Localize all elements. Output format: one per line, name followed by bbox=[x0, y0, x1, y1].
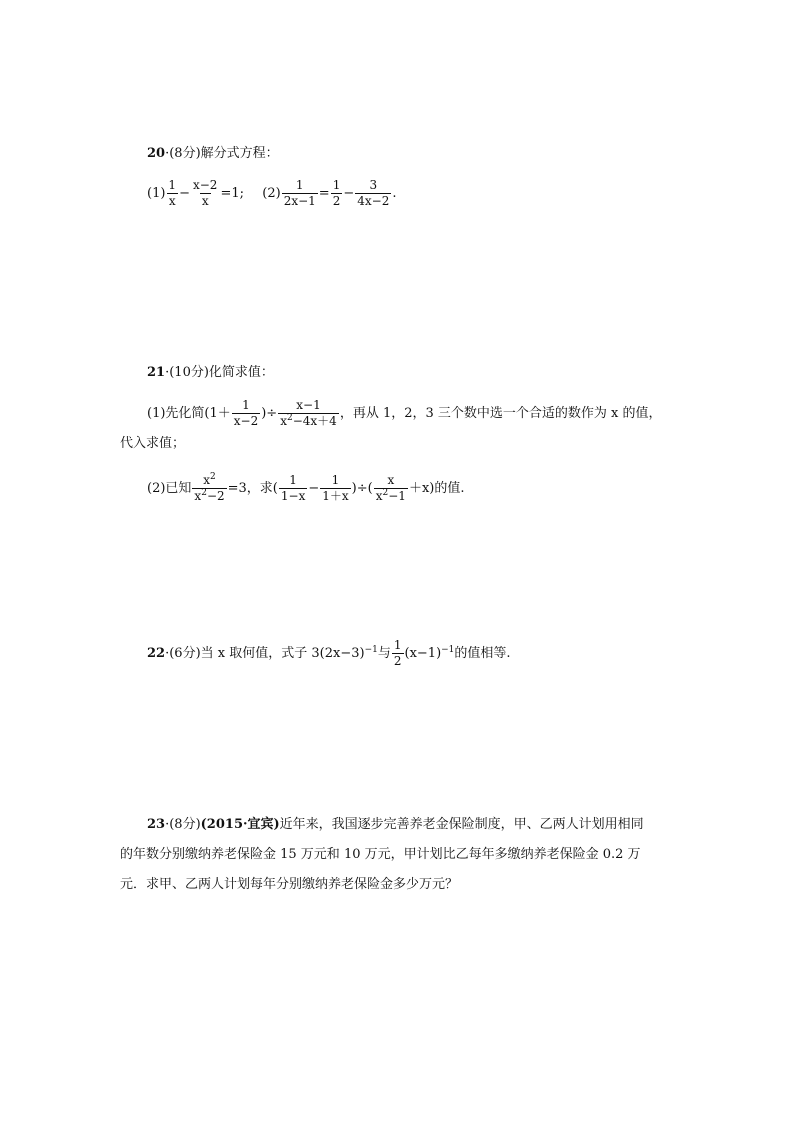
fraction bbox=[166, 178, 178, 209]
q22-text bbox=[147, 638, 511, 669]
text: 的值相等. bbox=[454, 646, 511, 661]
text: −2 bbox=[206, 489, 225, 503]
q20-part1-label: (1) bbox=[147, 186, 166, 201]
text: −1 bbox=[388, 489, 406, 503]
fraction bbox=[278, 398, 339, 429]
operator: − bbox=[308, 481, 320, 496]
denominator bbox=[278, 413, 339, 429]
text: 与 bbox=[377, 646, 391, 661]
denominator: 4x−2 bbox=[357, 194, 390, 208]
q20-number: 20 bbox=[147, 146, 166, 161]
denominator: 2 bbox=[332, 194, 341, 208]
text: (2)已知 bbox=[147, 481, 192, 496]
q21-part2 bbox=[147, 473, 464, 504]
text: ·(8分) bbox=[165, 817, 201, 832]
text: x bbox=[194, 489, 202, 503]
equation-tail: =1; bbox=[220, 186, 244, 201]
q20-heading bbox=[147, 146, 279, 162]
exponent: 2 bbox=[210, 472, 216, 482]
numerator: 3 bbox=[369, 178, 378, 192]
q22-number: 22 bbox=[147, 646, 166, 661]
numerator: x−2 bbox=[192, 178, 218, 192]
denominator: x−2 bbox=[233, 414, 259, 428]
q21-number: 21 bbox=[147, 365, 166, 380]
denominator: 2 bbox=[393, 654, 402, 668]
fraction bbox=[282, 178, 318, 209]
text: 的年数分别缴纳养老保险金 15 万元和 10 万元，甲计划比乙每年多缴纳养老保险金 0.2 万 bbox=[120, 847, 641, 862]
q23-line1 bbox=[147, 817, 644, 833]
text: (x−1) bbox=[404, 646, 442, 661]
operator: − bbox=[179, 186, 190, 201]
q21-heading bbox=[147, 365, 274, 381]
denominator: x bbox=[201, 194, 209, 208]
text: x bbox=[280, 414, 287, 428]
fraction bbox=[320, 473, 350, 504]
denominator: 2x−1 bbox=[283, 194, 316, 208]
q20-heading-text: ·(8分)解分式方程： bbox=[165, 146, 279, 161]
operator: )÷ bbox=[261, 406, 278, 421]
numerator: 1 bbox=[242, 398, 250, 412]
text: x bbox=[375, 489, 383, 503]
text: ，再从 1，2，3 三个数中选一个合适的数作为 x 的值， bbox=[339, 406, 662, 421]
text: =3，求( bbox=[227, 481, 278, 496]
fraction bbox=[374, 473, 408, 504]
numerator: 1 bbox=[168, 178, 177, 192]
text: 元．求甲、乙两人计划每年分别缴纳养老保险金多少万元？ bbox=[120, 877, 459, 892]
fraction bbox=[392, 638, 404, 669]
q21-part1 bbox=[147, 398, 662, 429]
numerator: x bbox=[387, 473, 395, 487]
exponent: −1 bbox=[441, 645, 455, 655]
fraction bbox=[232, 398, 260, 429]
source-tag: (2015·宜宾) bbox=[200, 817, 280, 832]
denominator: 1＋x bbox=[322, 489, 349, 503]
fraction bbox=[191, 178, 219, 209]
q21-heading-text: ·(10分)化简求值： bbox=[165, 365, 274, 380]
operator: )÷( bbox=[351, 481, 373, 496]
numerator: x−1 bbox=[296, 398, 321, 412]
numerator: 1 bbox=[295, 178, 304, 192]
denominator bbox=[374, 488, 408, 504]
fraction bbox=[331, 178, 343, 209]
q23-line2 bbox=[120, 847, 641, 863]
text: 近年来，我国逐步完善养老金保险制度，甲、乙两人计划用相同 bbox=[279, 817, 644, 832]
numerator: 1 bbox=[393, 638, 402, 652]
denominator: 1−x bbox=[280, 489, 306, 503]
exponent: 2 bbox=[201, 488, 207, 498]
text: 代入求值； bbox=[120, 436, 186, 451]
operator: = bbox=[318, 186, 330, 201]
q20-part2-label: (2) bbox=[262, 186, 281, 201]
text: (1)先化简(1＋ bbox=[147, 406, 231, 421]
operator: − bbox=[343, 186, 355, 201]
q23-line3 bbox=[120, 877, 458, 893]
numerator bbox=[201, 473, 218, 488]
denominator: x bbox=[168, 194, 176, 208]
fraction bbox=[355, 178, 391, 209]
q23-number: 23 bbox=[147, 817, 166, 832]
exponent: 2 bbox=[382, 488, 389, 498]
exponent: 2 bbox=[286, 413, 293, 423]
text: ＋x)的值. bbox=[408, 481, 465, 496]
q21-part1-continued bbox=[120, 436, 185, 452]
fraction bbox=[279, 473, 307, 504]
q20-equations bbox=[147, 178, 396, 209]
text: ·(6分)当 x 取何值，式子 3(2x−3) bbox=[165, 646, 365, 661]
fraction bbox=[192, 473, 226, 504]
exponent: −1 bbox=[364, 645, 378, 655]
numerator: 1 bbox=[289, 473, 297, 487]
numerator: 1 bbox=[332, 178, 341, 192]
equation-tail: . bbox=[392, 186, 397, 201]
text: x bbox=[203, 473, 211, 487]
numerator: 1 bbox=[331, 473, 340, 487]
denominator bbox=[192, 488, 226, 504]
text: −4x＋4 bbox=[292, 414, 337, 428]
